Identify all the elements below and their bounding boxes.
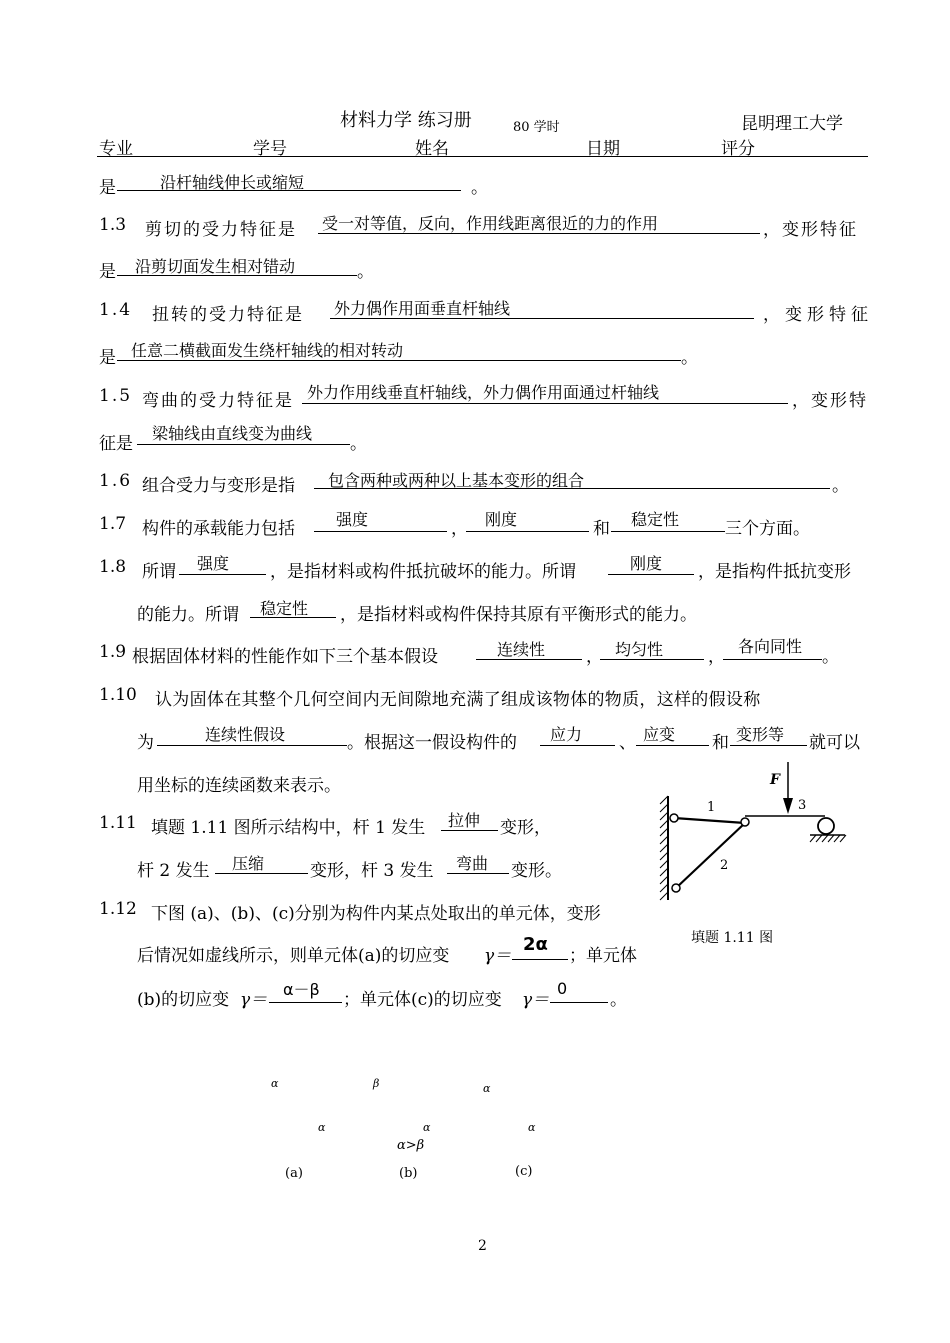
field-name: 姓名 <box>415 139 449 159</box>
page-number: 2 <box>478 1238 487 1254</box>
answer-text: 受一对等值，反向，作用线距离很近的力的作用 <box>322 214 659 233</box>
question-number: 1.8 <box>99 557 127 577</box>
answer-text: 任意二横截面发生绕杆轴线的相对转动 <box>131 341 404 360</box>
structure-diagram <box>650 760 860 910</box>
bar-label-1: 1 <box>707 800 716 815</box>
answer-text: 均匀性 <box>615 640 664 659</box>
question-text: 的能力。所谓 <box>137 605 239 625</box>
question-text: 就可以 <box>809 733 860 753</box>
answer-text: 连续性假设 <box>205 725 286 744</box>
question-text: (b)的切应变 <box>137 990 230 1010</box>
course-hours: 80 学时 <box>513 120 560 135</box>
question-number: 1.6 <box>99 471 133 491</box>
answer-text: 应力 <box>550 725 583 744</box>
question-text: 变形。 <box>511 861 562 881</box>
answer-text: 梁轴线由直线变为曲线 <box>152 424 313 443</box>
answer-blank <box>330 318 754 319</box>
answer-blank <box>512 959 568 960</box>
gamma-symbol: γ＝ <box>240 990 268 1010</box>
answer-blank <box>314 488 830 489</box>
text: 、 <box>619 733 636 753</box>
alpha-label: α <box>271 1077 279 1090</box>
answer-text: 外力作用线垂直杆轴线，外力偶作用面通过杆轴线 <box>307 383 660 402</box>
fig-label-a: (a) <box>285 1166 303 1181</box>
text: 。 <box>357 262 374 282</box>
question-number: 1.5 <box>99 386 133 406</box>
answer-blank <box>611 531 725 532</box>
question-text: 变形， <box>500 818 551 838</box>
bar-label-3: 3 <box>798 798 807 813</box>
question-text: ，变形特征 <box>763 220 858 240</box>
answer-blank <box>730 745 807 746</box>
answer-text: 刚度 <box>485 510 518 529</box>
answer-text: 包含两种或两种以上基本变形的组合 <box>328 471 585 490</box>
question-text: 征是 <box>99 434 133 454</box>
header-rule <box>97 156 868 157</box>
text: 三个方面。 <box>725 519 810 539</box>
answer-text: 沿剪切面发生相对错动 <box>135 257 296 276</box>
question-text: ，变形特 <box>792 391 868 411</box>
question-text: ，变形特征 <box>763 305 873 325</box>
question-text: ，是指材料或构件保持其原有平衡形式的能力。 <box>340 605 697 625</box>
answer-blank <box>723 659 822 660</box>
answer-blank <box>117 190 461 191</box>
answer-text: 弯曲 <box>456 854 489 873</box>
gamma-symbol: γ＝ <box>522 990 550 1010</box>
answer-blank <box>441 830 498 831</box>
question-number: 1.12 <box>99 899 137 919</box>
question-text: 填题 1.11 图所示结构中，杆 1 发生 <box>151 818 426 838</box>
answer-text: 沿杆轴线伸长或缩短 <box>160 173 305 192</box>
answer-blank <box>157 745 347 746</box>
answer-blank <box>466 531 589 532</box>
question-text: 下图 (a)、(b)、(c)分别为构件内某点处取出的单元体，变形 <box>151 904 601 924</box>
condition-label: α>β <box>397 1138 425 1153</box>
answer-text: 0 <box>557 979 568 998</box>
answer-blank <box>302 403 788 404</box>
field-date: 日期 <box>586 139 620 159</box>
field-major: 专业 <box>99 139 133 159</box>
question-number: 1.7 <box>99 514 127 534</box>
question-text: 后情况如虚线所示，则单元体(a)的切应变 <box>137 946 450 966</box>
answer-blank <box>608 574 694 575</box>
question-text: 剪切的受力特征是 <box>145 220 297 240</box>
field-student-id: 学号 <box>253 139 287 159</box>
answer-blank <box>540 745 615 746</box>
answer-text: 变形等 <box>736 725 785 744</box>
page-title: 材料力学 练习册 <box>340 110 472 131</box>
alpha-label: α <box>528 1121 536 1134</box>
question-number: 1.3 <box>99 215 127 235</box>
answer-blank <box>117 360 681 361</box>
question-number: 1.11 <box>99 813 137 833</box>
answer-blank <box>476 659 582 660</box>
answer-text: 稳定性 <box>631 510 680 529</box>
text: ， <box>451 519 468 539</box>
answer-blank <box>600 659 704 660</box>
question-number: 1.9 <box>99 642 127 662</box>
text: 。 <box>681 348 698 368</box>
answer-blank <box>447 873 509 874</box>
question-text: 扭转的受力特征是 <box>152 305 304 325</box>
beta-label: β <box>373 1077 380 1090</box>
question-text: 是 <box>99 348 116 368</box>
question-text: 组合受力与变形是指 <box>142 476 295 496</box>
question-text: 认为固体在其整个几何空间内无间隙地充满了组成该物体的物质，这样的假设称 <box>155 690 761 710</box>
alpha-label: α <box>318 1121 326 1134</box>
question-text: 构件的承载能力包括 <box>142 519 295 539</box>
text: 。 <box>471 178 488 198</box>
question-text: 是 <box>99 262 116 282</box>
answer-text: 稳定性 <box>260 599 309 618</box>
answer-blank <box>117 275 357 276</box>
text: 是 <box>99 178 116 198</box>
text: 。 <box>832 476 849 496</box>
force-label: F <box>770 772 780 788</box>
question-text: 根据固体材料的性能作如下三个基本假设 <box>132 647 438 667</box>
text: 和 <box>712 733 729 753</box>
answer-text: 2α <box>523 934 548 955</box>
question-text: ，是指构件抵抗变形 <box>698 562 851 582</box>
answer-blank <box>636 745 709 746</box>
answer-text: 各向同性 <box>738 637 803 656</box>
answer-blank <box>314 531 447 532</box>
question-text: 弯曲的受力特征是 <box>142 391 294 411</box>
text: 。 <box>350 434 367 454</box>
answer-text: 刚度 <box>630 554 663 573</box>
answer-text: 拉伸 <box>448 811 481 830</box>
alpha-label: α <box>423 1121 431 1134</box>
answer-blank <box>318 233 760 234</box>
answer-blank <box>269 1002 342 1003</box>
question-text: 用坐标的连续函数来表示。 <box>137 776 341 796</box>
university-name: 昆明理工大学 <box>741 114 843 134</box>
question-text: ，是指材料或构件抵抗破坏的能力。所谓 <box>270 562 576 582</box>
question-text: 变形，杆 3 发生 <box>310 861 434 881</box>
question-number: 1.4 <box>99 300 133 320</box>
answer-blank <box>215 873 308 874</box>
text: 。 <box>610 990 627 1010</box>
text: ， <box>708 647 725 667</box>
answer-text: 外力偶作用面垂直杆轴线 <box>334 299 511 318</box>
answer-text: 强度 <box>336 510 369 529</box>
question-text: ；单元体(c)的切应变 <box>343 990 502 1010</box>
figure-caption: 填题 1.11 图 <box>691 930 774 946</box>
question-text: 为 <box>137 733 154 753</box>
answer-text: 压缩 <box>232 854 265 873</box>
answer-blank <box>250 617 336 618</box>
answer-text: 应变 <box>643 725 676 744</box>
question-text: 所谓 <box>142 562 176 582</box>
question-text: 。根据这一假设构件的 <box>347 733 517 753</box>
text: 和 <box>593 519 610 539</box>
answer-blank <box>179 574 266 575</box>
fig-label-b: (b) <box>399 1166 418 1181</box>
question-text: 杆 2 发生 <box>137 861 210 881</box>
answer-blank <box>137 444 350 445</box>
question-text: ；单元体 <box>569 946 637 966</box>
gamma-symbol: γ＝ <box>484 946 512 966</box>
text: 。 <box>822 647 839 667</box>
answer-text: 强度 <box>197 554 230 573</box>
question-number: 1.10 <box>99 685 137 705</box>
text: ， <box>586 647 603 667</box>
answer-text: 连续性 <box>497 640 546 659</box>
fig-label-c: (c) <box>515 1164 533 1179</box>
bar-label-2: 2 <box>720 858 729 873</box>
alpha-label: α <box>483 1082 491 1095</box>
answer-text: α－β <box>283 980 320 999</box>
answer-blank <box>550 1002 608 1003</box>
field-score: 评分 <box>721 139 755 159</box>
